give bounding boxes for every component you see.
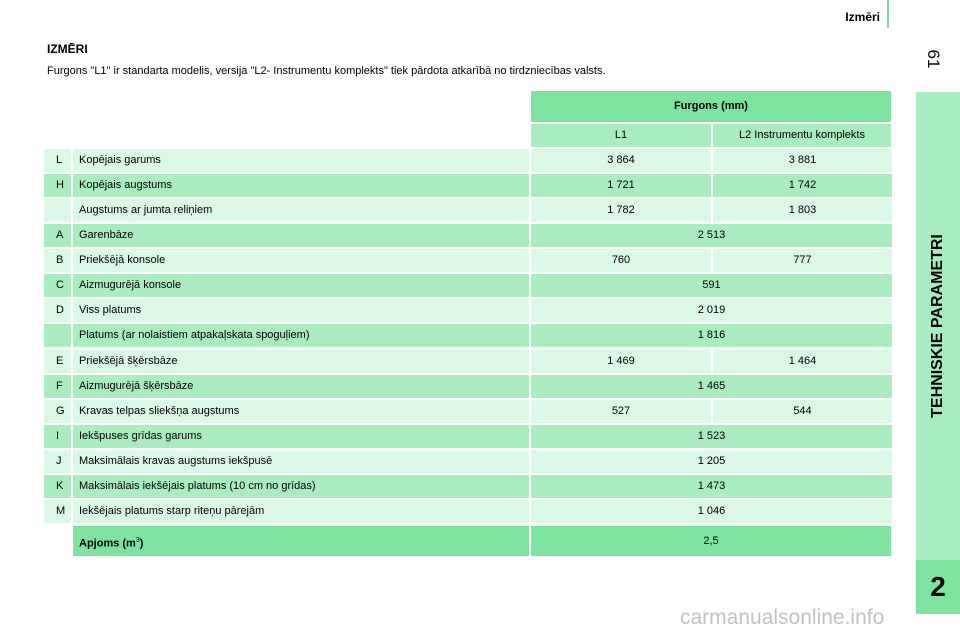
column-header-l2: L2 Instrumentu komplekts <box>713 124 891 147</box>
chapter-title: TEHNISKIE PARAMETRI <box>929 234 946 418</box>
row-id: B <box>44 249 71 272</box>
section-title: IZMĒRI <box>47 42 88 56</box>
row-id: F <box>44 375 71 398</box>
total-value: 2,5 <box>531 526 891 556</box>
row-label: Viss platums <box>73 299 529 322</box>
total-label-superscript: 3 <box>135 537 140 544</box>
row-id: H <box>44 174 71 197</box>
row-value-l2: 777 <box>713 249 892 272</box>
table-group-header: Furgons (mm) <box>531 91 891 122</box>
chapter-sidebar <box>916 92 960 560</box>
row-label: Kopējais augstums <box>73 174 529 197</box>
chapter-number: 2 <box>916 560 960 614</box>
row-value-l1: 3 864 <box>531 149 711 172</box>
row-value-l1: 1 782 <box>531 199 711 222</box>
row-id: J <box>44 450 71 473</box>
row-value-both: 1 473 <box>531 475 892 498</box>
row-label: Maksimālais iekšējais platums (10 cm no grīdas) <box>73 475 529 498</box>
row-value-both: 2 513 <box>531 224 892 247</box>
row-id <box>44 324 71 347</box>
row-label: Kopējais garums <box>73 149 529 172</box>
row-id: L <box>44 149 71 172</box>
row-id: D <box>44 299 71 322</box>
row-value-l1: 1 469 <box>531 350 711 373</box>
row-label: Priekšējā šķērsbāze <box>73 350 529 373</box>
row-id <box>44 199 71 222</box>
watermark: carmanualsonline.info <box>680 606 885 629</box>
row-value-l2: 3 881 <box>713 149 892 172</box>
header-divider <box>887 0 889 28</box>
row-value-both: 591 <box>531 274 892 297</box>
row-id: M <box>44 500 71 523</box>
row-label: Platums (ar nolaistiem atpakaļskata spoguļiem) <box>73 324 529 347</box>
intro-text: Furgons "L1" ir standarta modelis, versija "L2- Instrumentu komplekts" tiek pārdota atkarībā no tirdzniecības valsts. <box>47 65 606 77</box>
total-label: Apjoms (m <box>79 537 136 550</box>
row-id: E <box>44 350 71 373</box>
row-value-both: 1 523 <box>531 425 892 448</box>
row-value-both: 2 019 <box>531 299 892 322</box>
row-id: I <box>44 425 71 448</box>
row-id: K <box>44 475 71 498</box>
header-section-title: Izmēri <box>845 10 880 24</box>
row-id: A <box>44 224 71 247</box>
row-value-l1: 527 <box>531 400 711 423</box>
column-header-l1: L1 <box>531 124 711 147</box>
row-value-l1: 1 721 <box>531 174 711 197</box>
row-id: G <box>44 400 71 423</box>
row-label: Aizmugurējā konsole <box>73 274 529 297</box>
row-id: C <box>44 274 71 297</box>
row-label: Iekšējais platums starp riteņu pārejām <box>73 500 529 523</box>
row-label: Kravas telpas sliekšņa augstums <box>73 400 529 423</box>
row-value-l2: 1 742 <box>713 174 892 197</box>
total-label-end: ) <box>139 537 144 550</box>
total-label-cell <box>73 526 529 556</box>
page-number: 61 <box>924 49 943 69</box>
row-label: Aizmugurējā šķērsbāze <box>73 375 529 398</box>
row-label: Priekšējā konsole <box>73 249 529 272</box>
row-value-l2: 1 464 <box>713 350 892 373</box>
row-value-both: 1 046 <box>531 500 892 523</box>
row-value-both: 1 205 <box>531 450 892 473</box>
row-value-l1: 760 <box>531 249 711 272</box>
row-value-both: 1 816 <box>531 324 892 347</box>
row-value-l2: 1 803 <box>713 199 892 222</box>
row-value-both: 1 465 <box>531 375 892 398</box>
row-value-l2: 544 <box>713 400 892 423</box>
row-label: Maksimālais kravas augstums iekšpusē <box>73 450 529 473</box>
row-label: Augstums ar jumta reliņiem <box>73 199 529 222</box>
row-label: Iekšpuses grīdas garums <box>73 425 529 448</box>
row-label: Garenbāze <box>73 224 529 247</box>
